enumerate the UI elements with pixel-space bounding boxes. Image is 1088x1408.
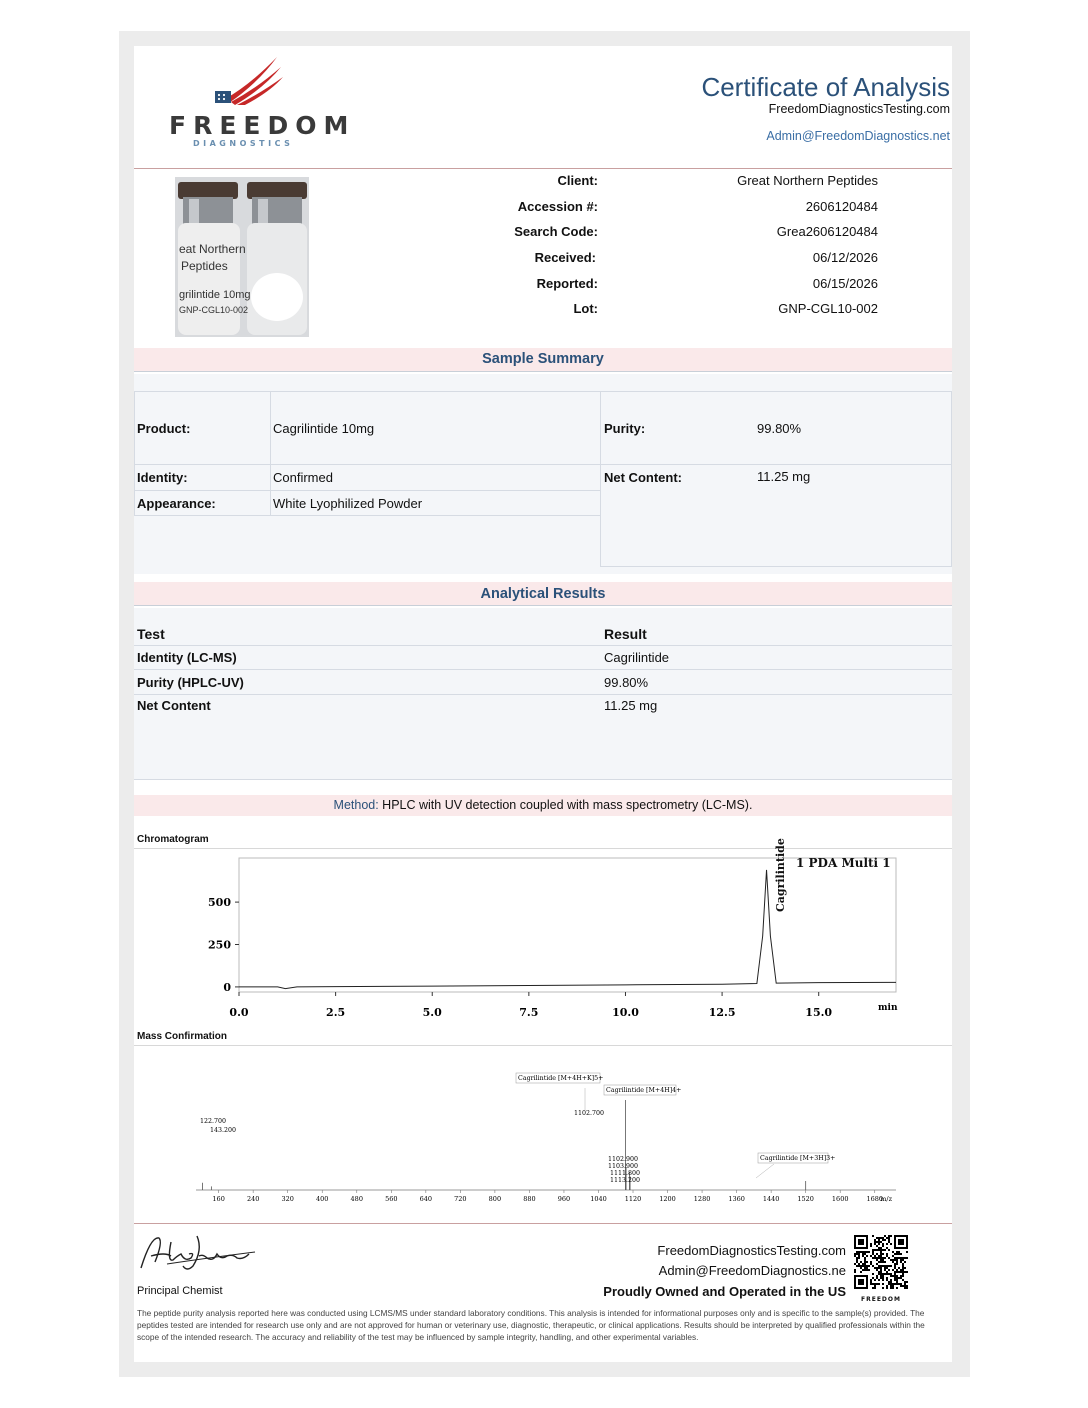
mass-divider xyxy=(134,1045,952,1046)
logo-subtitle: DIAGNOSTICS xyxy=(193,139,294,148)
net-content-label: Net Content: xyxy=(604,470,682,485)
mass-x-tick-label: 960 xyxy=(557,1195,571,1203)
mass-peak-label: 122.700 xyxy=(200,1118,227,1125)
x-tick-label: 10.0 xyxy=(612,1006,639,1019)
results-row-line-2 xyxy=(134,694,952,695)
results-row-test: Net Content xyxy=(137,698,211,713)
footer-website[interactable]: FreedomDiagnosticsTesting.com xyxy=(657,1243,846,1258)
chromatogram-chart xyxy=(134,850,952,1028)
summary-row-line-2 xyxy=(134,490,600,491)
mass-x-tick-label: 880 xyxy=(523,1195,536,1203)
results-col-test: Test xyxy=(137,626,165,642)
search-code-value: Grea2606120484 xyxy=(776,224,878,239)
purity-label: Purity: xyxy=(604,421,646,436)
qr-code xyxy=(852,1233,910,1303)
mass-x-tick-label: 1040 xyxy=(590,1195,607,1203)
x-unit-label: min xyxy=(878,1003,898,1013)
net-content-value: 11.25 mg xyxy=(757,469,811,484)
accession-value: 2606120484 xyxy=(805,199,878,214)
results-row-test: Purity (HPLC-UV) xyxy=(137,675,244,690)
mass-x-tick-label: 400 xyxy=(316,1195,329,1203)
received-value: 06/12/2026 xyxy=(812,250,878,265)
vial-label-line3: grilintide 10mg xyxy=(179,289,251,301)
summary-row-line-3 xyxy=(134,515,600,516)
summary-left-border xyxy=(134,391,135,515)
chromatogram-trace xyxy=(239,870,896,989)
chromatogram-legend: 1 PDA Multi 1 xyxy=(796,856,891,870)
y-tick-label: 500 xyxy=(208,896,231,910)
analytical-results-table xyxy=(134,608,952,780)
product-photo xyxy=(175,177,309,337)
lot-value: GNP-CGL10-002 xyxy=(778,301,878,316)
sample-summary-panel xyxy=(134,374,952,574)
x-tick-label: 0.0 xyxy=(229,1006,249,1019)
ion-label: Cagrilintide [M+3H]3+ xyxy=(760,1155,836,1162)
mass-x-tick-label: 160 xyxy=(212,1195,225,1203)
flag-swoosh-icon xyxy=(165,55,325,105)
method-text: HPLC with UV detection coupled with mass spectrometry (LC-MS). xyxy=(378,798,753,812)
header-website[interactable]: FreedomDiagnosticsTesting.com xyxy=(768,102,950,116)
footer-tagline: Proudly Owned and Operated in the US xyxy=(603,1284,846,1299)
summary-right-border xyxy=(951,391,952,566)
results-row-result: Cagrilintide xyxy=(604,650,670,665)
mass-x-tick-label: 1360 xyxy=(728,1195,745,1203)
chromatogram-peak-label: Cagrilintide xyxy=(774,838,787,912)
mass-peak-label: 1111.800 xyxy=(610,1170,641,1177)
results-row-result: 11.25 mg xyxy=(604,698,658,713)
ion-label: Cagrilintide [M+4H]4+ xyxy=(606,1087,682,1094)
accession-label: Accession #: xyxy=(517,199,598,214)
mass-x-tick-label: 1200 xyxy=(659,1195,676,1203)
x-tick-label: 2.5 xyxy=(326,1006,346,1019)
reported-value: 06/15/2026 xyxy=(812,276,878,291)
client-label: Client: xyxy=(557,173,598,188)
summary-col-divider xyxy=(270,391,271,515)
header-email[interactable]: Admin@FreedomDiagnostics.net xyxy=(766,129,950,143)
product-value: Cagrilintide 10mg xyxy=(273,421,375,436)
logo-wordmark: FREEDOM xyxy=(169,111,356,140)
footer-email[interactable]: Admin@FreedomDiagnostics.ne xyxy=(658,1263,846,1278)
lot-label: Lot: xyxy=(573,301,598,316)
chromatogram-divider xyxy=(134,848,952,849)
client-value: Great Northern Peptides xyxy=(737,173,878,188)
signature-image xyxy=(137,1232,257,1274)
chromatogram-label: Chromatogram xyxy=(137,834,209,845)
search-code-label: Search Code: xyxy=(514,224,598,239)
x-tick-label: 5.0 xyxy=(422,1006,442,1019)
qr-caption: FREEDOM xyxy=(861,1296,901,1303)
mass-peak-label: 1102.900 xyxy=(608,1156,639,1163)
summary-right-line-1 xyxy=(600,464,952,465)
vial-label-line2: Peptides xyxy=(181,259,228,273)
vial-label-line4: GNP-CGL10-002 xyxy=(179,305,249,315)
page-title: Certificate of Analysis xyxy=(701,72,950,102)
mass-peak-label: 143.200 xyxy=(210,1127,237,1134)
qr-code-icon xyxy=(852,1233,910,1291)
mass-x-tick-label: 320 xyxy=(281,1195,294,1203)
mass-x-tick-label: 1600 xyxy=(831,1195,849,1203)
mass-x-tick-label: 240 xyxy=(246,1195,260,1203)
appearance-label: Appearance: xyxy=(137,496,216,511)
results-header-line xyxy=(134,645,952,646)
method-band xyxy=(134,795,952,816)
mass-x-tick-label: 1120 xyxy=(624,1195,642,1203)
mass-x-tick-label: 1680 xyxy=(866,1195,884,1203)
mass-x-tick-label: 640 xyxy=(419,1195,433,1203)
vial-label-line1: eat Northern xyxy=(179,242,246,256)
identity-label: Identity: xyxy=(137,470,188,485)
mass-x-tick-label: 720 xyxy=(454,1195,467,1203)
mass-x-tick-label: 1440 xyxy=(762,1195,780,1203)
y-tick-label: 250 xyxy=(208,938,231,952)
mass-spectrum-chart xyxy=(134,1048,952,1218)
mass-x-tick-label: 1280 xyxy=(693,1195,711,1203)
mass-x-tick-label: 800 xyxy=(488,1195,502,1203)
analytical-results-title: Analytical Results xyxy=(480,586,606,602)
appearance-value: White Lyophilized Powder xyxy=(273,496,423,511)
purity-value: 99.80% xyxy=(757,421,802,436)
results-bottom-line xyxy=(134,779,952,780)
mass-x-tick-label: 560 xyxy=(385,1195,398,1203)
mass-x-unit: m/z xyxy=(880,1195,892,1203)
mass-x-tick-label: 480 xyxy=(350,1195,363,1203)
received-label: Received: xyxy=(534,250,596,265)
mass-confirmation-label: Mass Confirmation xyxy=(137,1031,228,1042)
results-row-result: 99.80% xyxy=(604,675,649,690)
method-label: Method: xyxy=(333,798,379,812)
freedom-logo xyxy=(165,55,356,155)
summary-right-line-2 xyxy=(600,566,952,567)
x-tick-label: 12.5 xyxy=(708,1006,736,1019)
chromatogram-frame xyxy=(239,858,896,992)
ion-label: Cagrilintide [M+4H+K]5+ xyxy=(518,1075,604,1082)
mass-peak-label: 1102.700 xyxy=(574,1110,605,1117)
product-label: Product: xyxy=(137,421,191,436)
summary-top-line xyxy=(134,391,952,392)
reported-label: Reported: xyxy=(536,276,598,291)
identity-value: Confirmed xyxy=(273,470,333,485)
summary-row-line-1 xyxy=(134,464,600,465)
results-col-result: Result xyxy=(604,626,647,642)
analytical-results-header xyxy=(134,582,952,606)
y-tick-label: 0 xyxy=(223,980,231,994)
header-divider xyxy=(134,168,952,169)
mass-x-tick-label: 1520 xyxy=(797,1195,814,1203)
summary-mid-divider xyxy=(600,391,601,566)
disclaimer-text: The peptide purity analysis reported here was conducted using LCMS/MS under standard laboratory conditions. This analysis is intended for informational purposes only and is specific to the sample(s) provided. The peptides tested are intended for research use only and are not approved for human or veterinary use, diagnostic, therapeutic, or clinical applications. Results should be interpreted by qualified professionals within the scope of the intended research. The accuracy and reliability of the test may be influenced by sample integrity, handling, and other experimental variables. xyxy=(137,1308,925,1342)
signer-title: Principal Chemist xyxy=(137,1285,223,1297)
ion-leader xyxy=(756,1164,774,1178)
sample-summary-header xyxy=(134,348,952,372)
footer-divider xyxy=(134,1223,952,1224)
x-tick-label: 7.5 xyxy=(519,1006,539,1019)
results-row-test: Identity (LC-MS) xyxy=(137,650,237,665)
mass-peak-label: 1103.900 xyxy=(608,1163,639,1170)
mass-peak-label: 1113.200 xyxy=(610,1177,641,1184)
sample-summary-title: Sample Summary xyxy=(482,351,604,367)
x-tick-label: 15.0 xyxy=(805,1006,833,1019)
results-row-line-1 xyxy=(134,669,952,670)
